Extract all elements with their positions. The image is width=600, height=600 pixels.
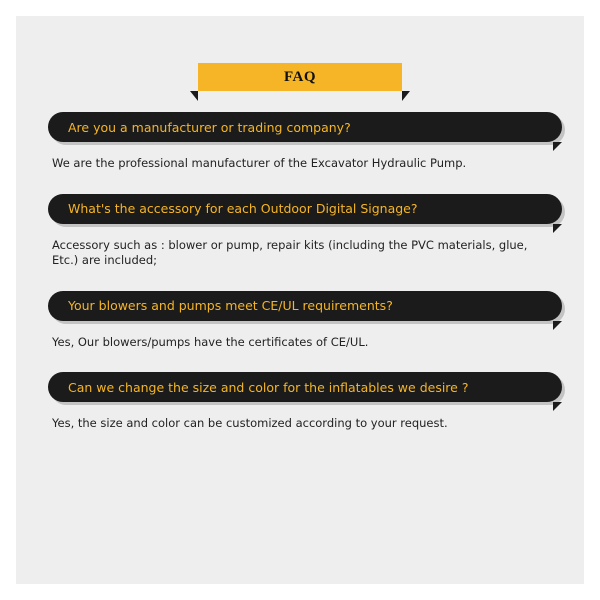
faq-question-text: Your blowers and pumps meet CE/UL requirements? [68, 298, 393, 314]
faq-item [16, 291, 584, 351]
faq-question-bar[interactable] [48, 112, 562, 142]
faq-question-bar[interactable] [48, 194, 562, 224]
faq-banner [198, 63, 402, 91]
faq-answer-text: We are the professional manufacturer of the Excavator Hydraulic Pump. [52, 156, 467, 170]
faq-item [16, 372, 584, 432]
ribbon-right-tail [402, 91, 410, 101]
faq-answer-text: Accessory such as : blower or pump, repair kits (including the PVC materials, glue, Etc.) are included; [52, 237, 528, 268]
faq-question-text: Can we change the size and color for the inflatables we desire ? [68, 379, 469, 395]
faq-question-row[interactable] [16, 112, 584, 142]
faq-answer-text: Yes, Our blowers/pumps have the certificates of CE/UL. [52, 334, 369, 349]
faq-item [16, 194, 584, 269]
faq-question-row[interactable] [16, 291, 584, 321]
faq-question-bar[interactable] [48, 372, 562, 402]
faq-question-bar[interactable] [48, 291, 562, 321]
faq-question-text: Are you a manufacturer or trading company? [68, 119, 351, 135]
ribbon-left-tail [190, 91, 198, 101]
faq-question-notch [553, 402, 562, 411]
faq-question-row[interactable] [16, 372, 584, 402]
faq-question-notch [553, 321, 562, 330]
faq-answer-text: Yes, the size and color can be customized according to your request. [52, 416, 448, 431]
faq-title: FAQ [283, 68, 317, 85]
faq-item [16, 112, 584, 172]
faq-question-row[interactable] [16, 194, 584, 224]
faq-question-notch [553, 142, 562, 151]
faq-question-text: What's the accessory for each Outdoor Digital Signage? [68, 201, 418, 217]
faq-page [16, 16, 584, 584]
faq-header [16, 63, 584, 103]
faq-question-notch [553, 224, 562, 233]
faq-list [16, 112, 584, 454]
